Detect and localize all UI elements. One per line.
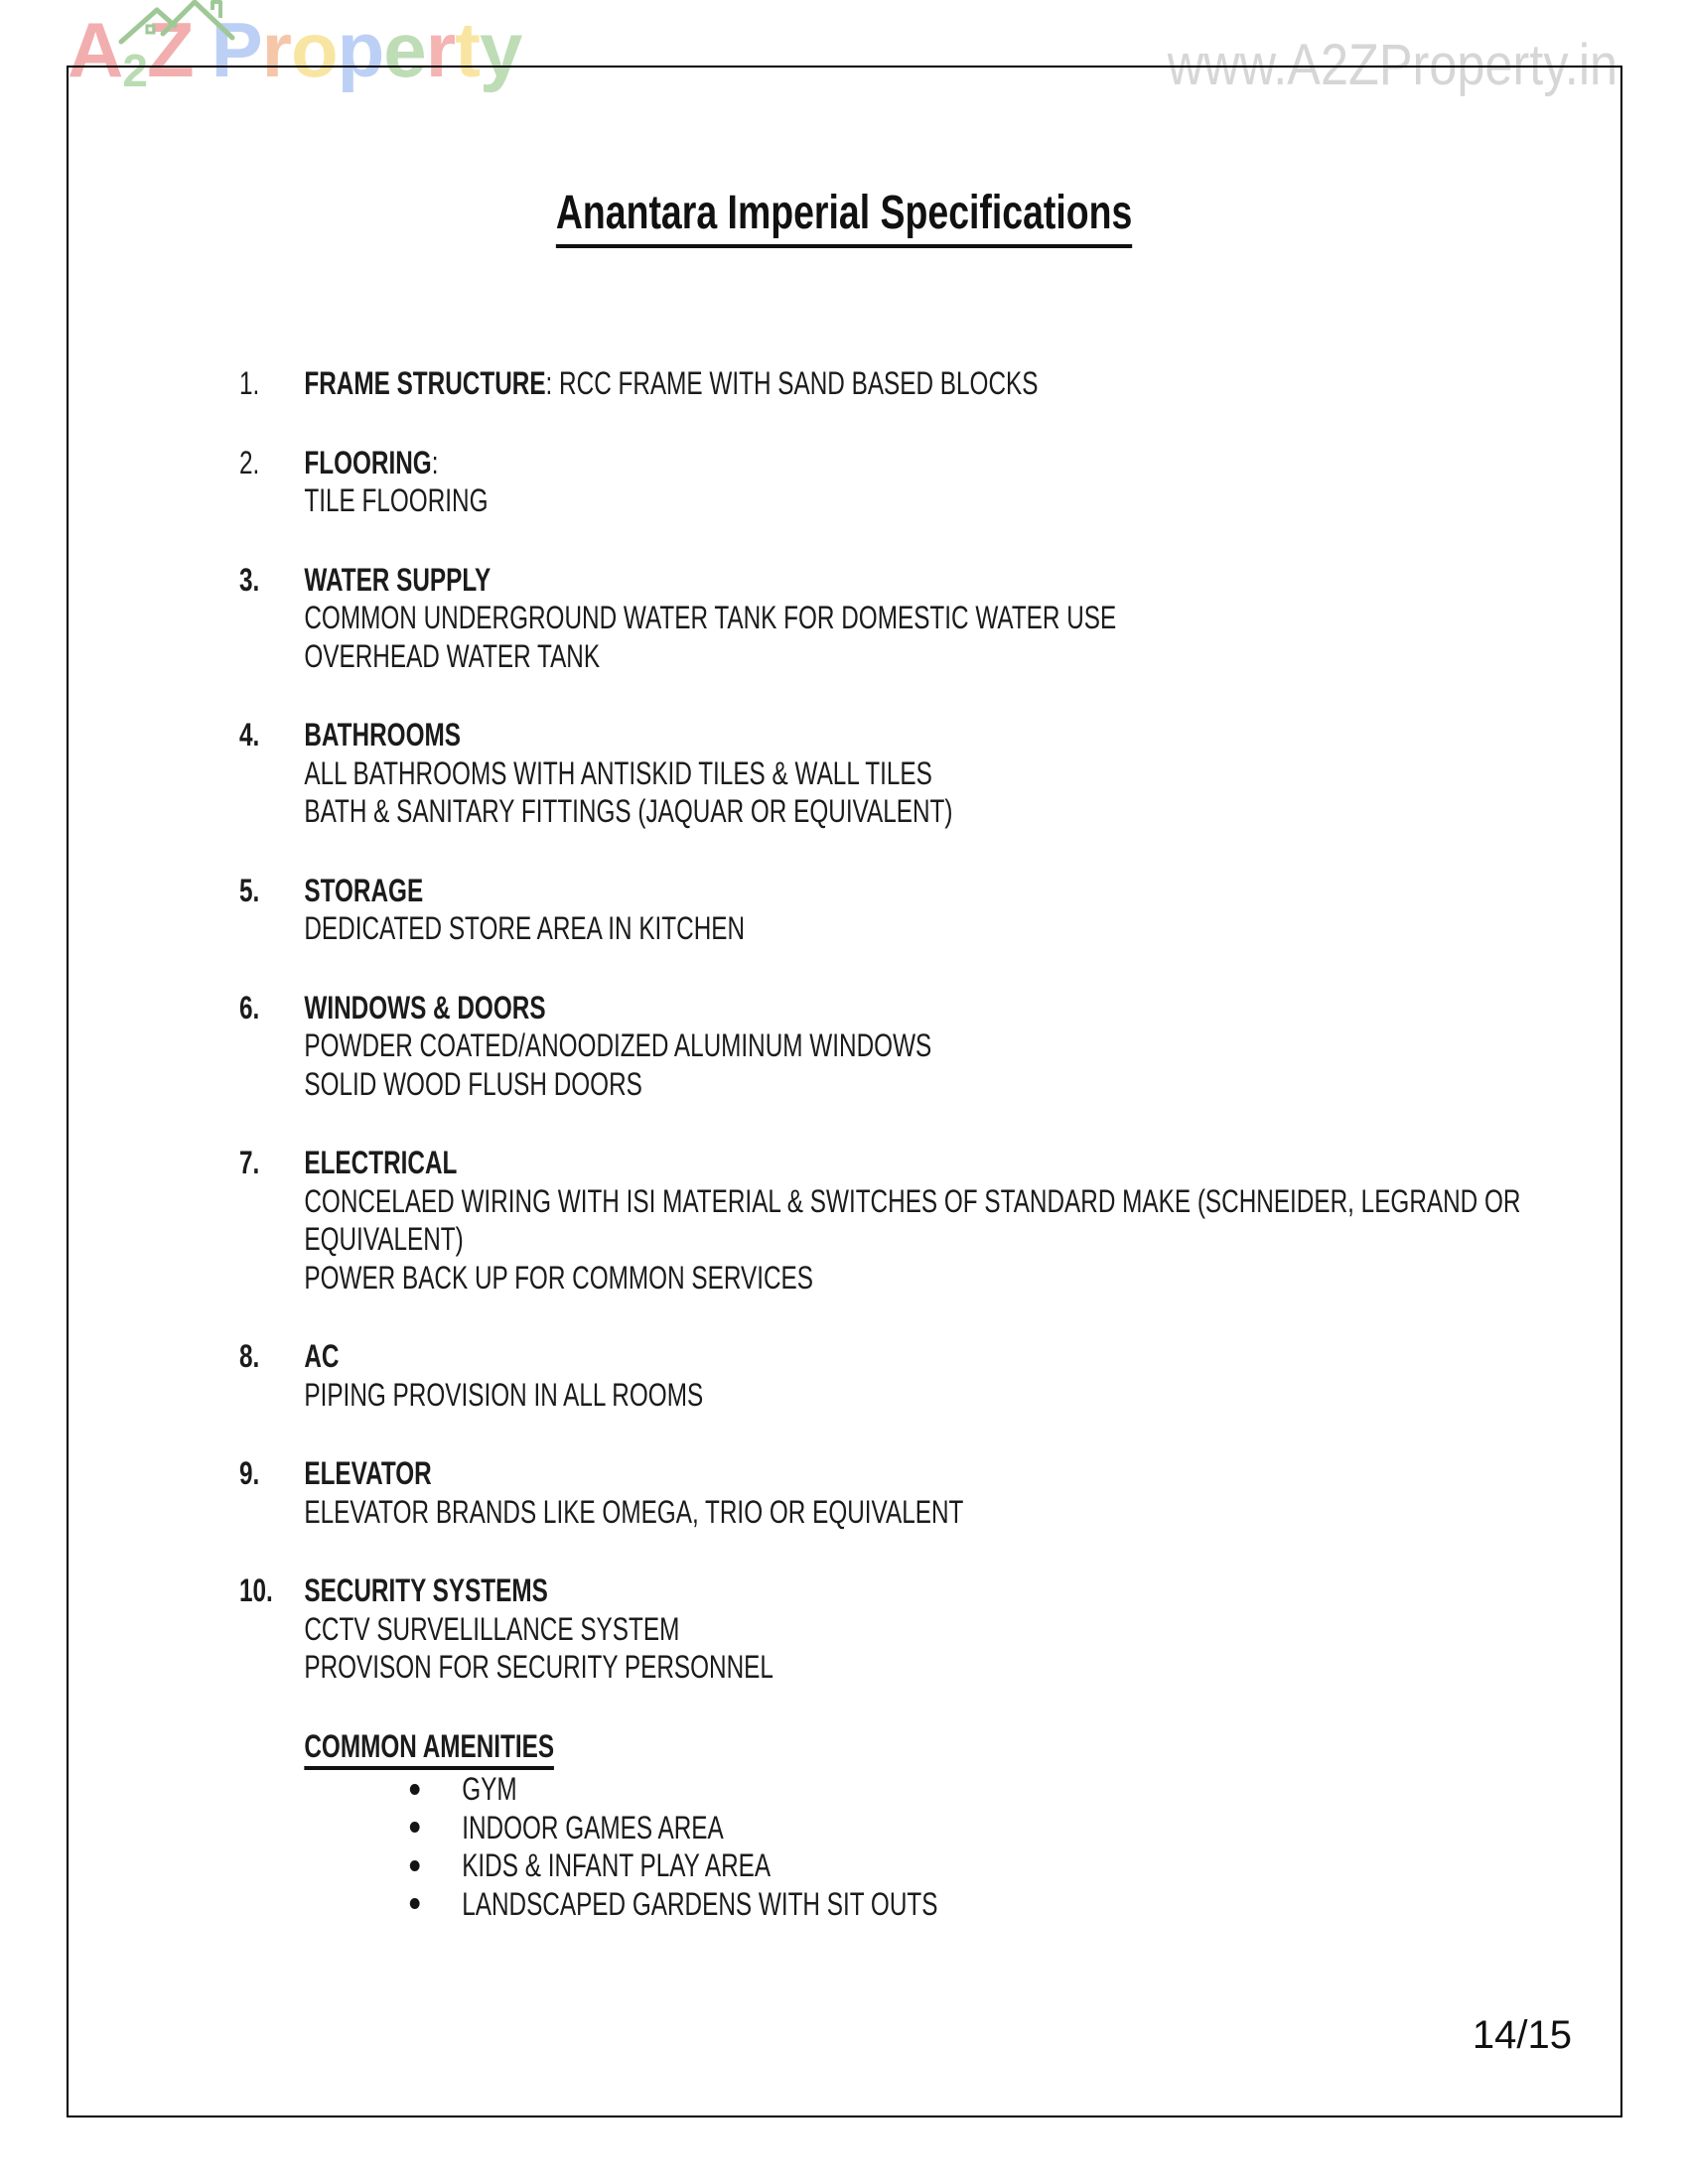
logo-letter: r [425,6,456,93]
spec-item-line: TILE FLOORING [304,482,489,518]
logo-letter: Z [146,6,194,93]
spec-item-label: ELEVATOR [304,1455,432,1491]
spec-item-body [304,1571,1627,1687]
logo-letter: t [455,6,481,93]
spec-item-line: SOLID WOOD FLUSH DOORS [304,1065,642,1102]
logo-letter: A [68,6,123,93]
spec-item [239,444,1627,520]
common-amenities-heading: COMMON AMENITIES [304,1727,554,1771]
a2z-property-logo [68,0,521,110]
bullet-icon [410,1860,420,1871]
spec-item-line: CONCELAED WIRING WITH ISI MATERIAL & SWITCHES OF STANDARD MAKE (SCHNEIDER, LEGRAND OR [304,1182,1521,1219]
spec-item-heading [304,561,1627,600]
spec-item-body [304,989,1627,1104]
spec-item-number: 10. [239,1572,273,1608]
spec-item-number: 5. [239,872,260,908]
spec-item-line: PROVISON FOR SECURITY PERSONNEL [304,1649,773,1685]
spec-item [239,716,1627,831]
common-amenities-section [304,1727,1627,1924]
spec-item-body [304,1454,1627,1531]
amenity-label: KIDS & INFANT PLAY AREA [462,1847,772,1883]
spec-item-line: POWDER COATED/ANOODIZED ALUMINUM WINDOWS [304,1027,932,1063]
spec-item-body [304,561,1627,676]
spec-item-body [304,1337,1627,1414]
logo-letter: p [337,6,384,93]
logo-word-property [211,6,522,93]
spec-item-heading [304,1571,1627,1610]
spec-item-inline-text: : [431,444,439,480]
spec-item-number: 2. [239,444,260,480]
logo-letter: r [261,6,291,93]
spec-item-heading [304,872,1627,910]
spec-item [239,989,1627,1104]
logo-letter: 2 [122,45,147,96]
spec-item-number: 3. [239,561,260,598]
spec-item-label: BATHROOMS [304,717,461,752]
spec-item [239,1144,1627,1297]
spec-item-heading [304,989,1627,1027]
page-number: 14/15 [1472,2013,1572,2057]
spec-item-body [304,364,1627,403]
logo-letter: o [290,6,338,93]
amenity-label: INDOOR GAMES AREA [462,1809,724,1845]
page-title [67,185,1622,248]
spec-item-body [304,444,1627,520]
spec-item-line: DEDICATED STORE AREA IN KITCHEN [304,910,746,946]
spec-item-body [304,1144,1627,1297]
spec-item [239,364,1627,403]
spec-item-number: 6. [239,989,260,1025]
specifications-list [239,364,1627,1923]
spec-item-line: OVERHEAD WATER TANK [304,637,601,674]
spec-item-heading [304,1337,1627,1376]
spec-item [239,1454,1627,1531]
logo-letter: e [383,6,426,93]
spec-item-number: 8. [239,1338,260,1374]
spec-item-line: BATH & SANITARY FITTINGS (JAQUAR OR EQUIVALENT) [304,793,953,829]
spec-item-heading [304,1144,1627,1182]
house-roof-icon [117,0,252,52]
spec-item-label: STORAGE [304,872,424,908]
spec-item-label: FLOORING [304,444,432,480]
spec-item-number: 1. [239,365,260,401]
logo-letter: y [480,6,522,93]
amenity-label: LANDSCAPED GARDENS WITH SIT OUTS [462,1885,938,1922]
spec-item-line: POWER BACK UP FOR COMMON SERVICES [304,1259,813,1296]
bullet-icon [410,1784,420,1795]
spec-item-number: 7. [239,1145,260,1180]
website-watermark: www.A2ZProperty.in [1167,33,1617,97]
spec-item-label: ELECTRICAL [304,1145,458,1180]
spec-item [239,1571,1627,1687]
spec-item-label: FRAME STRUCTURE [304,365,546,401]
spec-item-label: WINDOWS & DOORS [304,989,546,1025]
spec-item-line: CCTV SURVELILLANCE SYSTEM [304,1610,680,1647]
spec-item-heading [304,1454,1627,1493]
spec-item [239,1337,1627,1414]
spec-item-label: WATER SUPPLY [304,561,492,598]
spec-item-label: SECURITY SYSTEMS [304,1572,548,1608]
spec-item-heading [304,364,1627,403]
spec-item [239,561,1627,676]
amenity-item [304,1885,1627,1924]
amenity-item [304,1809,1627,1847]
spec-item-line: COMMON UNDERGROUND WATER TANK FOR DOMESTIC WATER USE [304,600,1117,635]
spec-item-body [304,716,1627,831]
spec-item-heading [304,444,1627,482]
spec-item-line: ELEVATOR BRANDS LIKE OMEGA, TRIO OR EQUIVALENT [304,1493,964,1530]
spec-item-line: EQUIVALENT) [304,1221,464,1257]
amenity-item [304,1770,1627,1809]
spec-item-body [304,872,1627,948]
bullet-icon [410,1898,420,1909]
bullet-icon [410,1822,420,1833]
amenity-label: GYM [462,1771,517,1807]
spec-item [239,872,1627,948]
logo-letter: P [211,6,262,93]
amenity-item [304,1846,1627,1885]
page-title-text: Anantara Imperial Specifications [556,185,1133,248]
spec-item-heading [304,716,1627,754]
spec-item-number: 4. [239,717,260,752]
spec-item-label: AC [304,1338,340,1374]
spec-item-inline-text: : RCC FRAME WITH SAND BASED BLOCKS [545,365,1039,401]
spec-item-number: 9. [239,1455,260,1491]
spec-item-line: PIPING PROVISION IN ALL ROOMS [304,1376,704,1413]
spec-item-line: ALL BATHROOMS WITH ANTISKID TILES & WALL TILES [304,754,932,791]
